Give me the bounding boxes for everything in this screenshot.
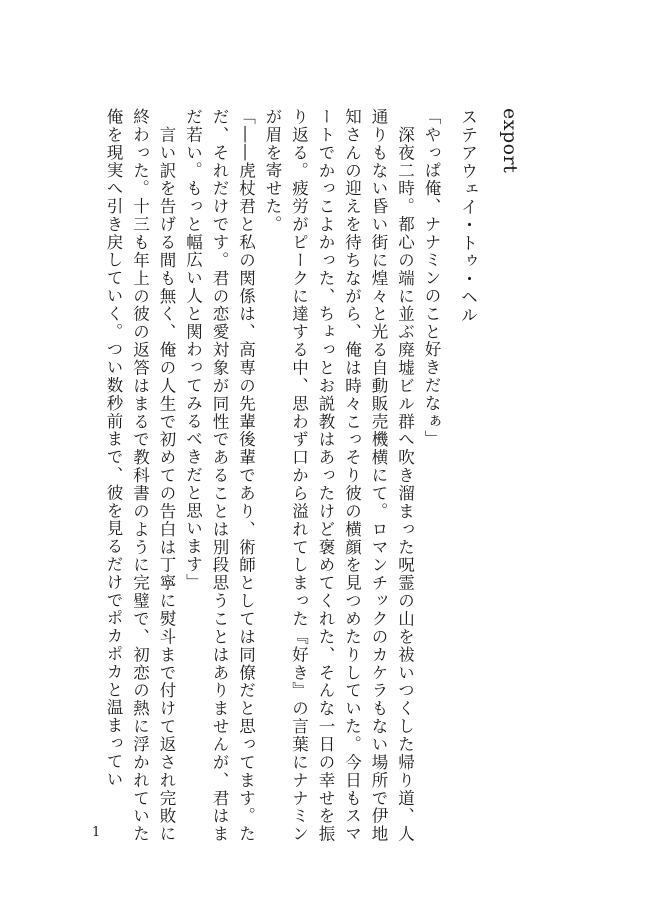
story-title: ステアウェイ・トゥ・ヘル xyxy=(457,108,477,324)
paragraph-dialogue-1: 「やっぱ俺、ナナミンのこと好きだなぁ」 xyxy=(422,108,441,449)
page-number: 1 xyxy=(92,825,101,840)
story-body xyxy=(88,108,444,843)
paragraph-narration-1: 深夜二時。都心の端に並ぶ廃墟ビル群へ吹き溜まった呪霊の山を祓いつくした帰り道、人通りもない昏い街に煌々と光る自動販売機横にて。ロマンチックのカケラもない場所で伊地知さんの迎えを待ちながら、俺は時々こっそり彼の横顔を見つめたりしていた。今日もスマートでかっこよかった、ちょっとお説教はあったけど褒めてくれた、そんな一日の幸せを振り返る。疲労がピークに達する中、思わず口から溢れてしまった『好き』の言葉にナナミンが眉を寄せた。 xyxy=(263,108,415,843)
running-header: export xyxy=(499,108,521,174)
paragraph-dialogue-2: 「――虎杖君と私の関係は、高専の先輩後輩であり、術師としては同僚だと思ってます。ただ、それだけです。君の恋愛対象が同性であることは別段思うことはありませんが、君はまだ若い。もっと幅広い人と関わってみるべきだと思います」 xyxy=(183,108,256,843)
paragraph-narration-2: 言い訳を告げる間も無く、俺の人生で初めての告白は丁寧に熨斗まで付けて返され完敗に終わった。十三も年上の彼の返答はまるで教科書のように完璧で、初恋の熱に浮かれていた俺を現実へ引き戻していく。つい数秒前まで、彼を見るだけでポカポカと温まってい xyxy=(104,108,176,843)
